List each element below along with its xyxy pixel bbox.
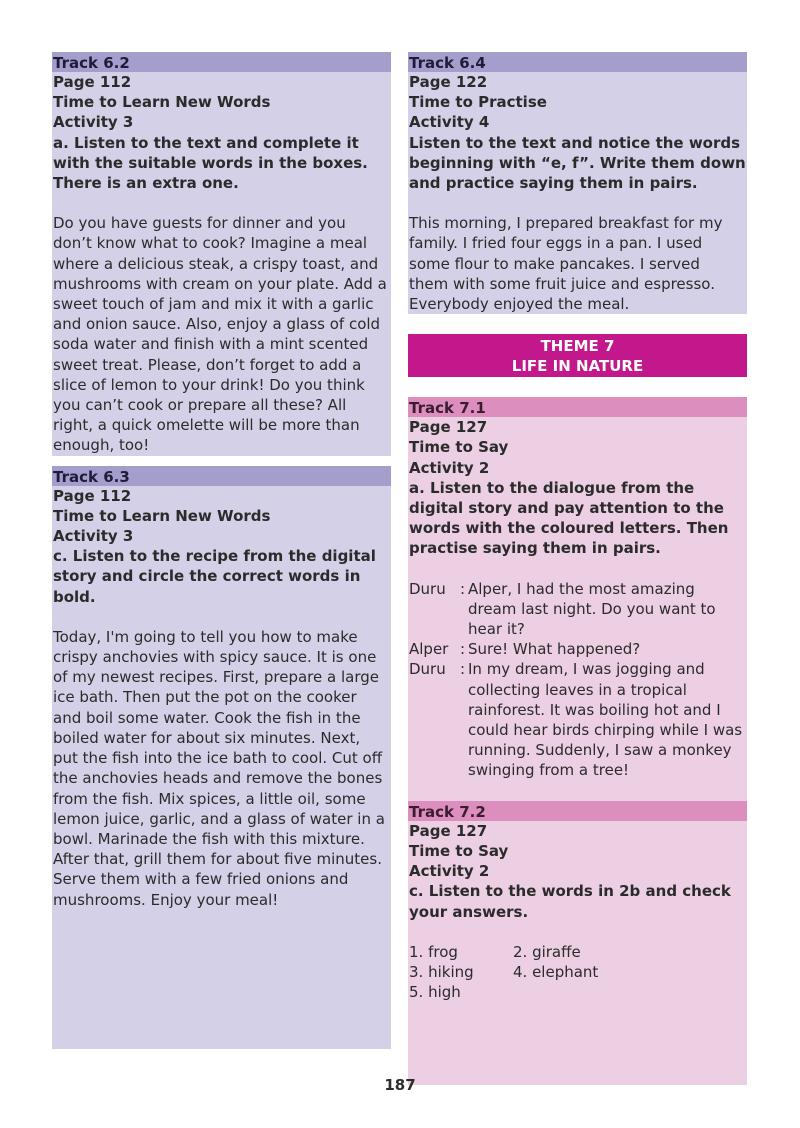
page-ref: Page 122 [409,73,488,91]
track-label: Track 6.2 [52,52,391,72]
word-list [408,942,747,1003]
activity-label: Activity 4 [409,113,490,132]
dialogue-line [409,659,743,780]
instruction: a. Listen to the dialogue from the digital story and pay attention to the words with the coloured letters. Then practise saying them in pairs. [409,478,729,558]
track-label: Track 7.2 [408,801,747,821]
speaker-name: Duru [409,579,446,598]
track-7-2-panel [408,801,747,1085]
listening-text: Do you have guests for dinner and you don’t know what to cook? Imagine a meal where a delicious steak, a crispy toast, and mushrooms with cream on your plate. Add a sweet touch of jam and mix it with a garlic and onion sauce. Also, enjoy a glass of cold soda water and finish with a mint scented sweet treat. Please, don’t forget to add a slice of lemon to your drink! Do you think you can’t cook or prepare all these? All right, a quick omelette will be more than enough, too! [53,214,387,455]
instruction: a. Listen to the text and complete it with the suitable words in the boxes. There is an extra one. [53,133,368,193]
left-column [52,52,391,1049]
listening-text: Today, I'm going to tell you how to make crispy anchovies with spicy sauce. It is one of my newest recipes. First, prepare a large ice bath. Then put the pot on the cooker and boil some water. Cook the fish in the boiled water for about six minutes. Next, put the fish into the ice bath to cool. Cut off the anchovies heads and remove the bones from the fish. Mix spices, a little oil, some lemon juice, garlic, and a glass of water in a bowl. Marinade the fish with this mixture. After that, grill them for about five minutes. Serve them with a few fried onions and mushrooms. Enjoy your meal! [53,627,385,909]
word-item: 1. frog [409,942,458,961]
activity-label: Activity 3 [53,527,134,546]
page-ref: Page 127 [409,418,488,437]
theme-title: LIFE IN NATURE [511,357,644,376]
track-6-2-panel [52,52,391,456]
theme-banner [408,334,747,377]
word-item: 5. high [409,983,461,1002]
dialogue-line [409,639,743,659]
instruction: c. Listen to the recipe from the digital story and circle the correct words in bold. [53,547,376,606]
instruction: c. Listen to the words in 2b and check your answers. [409,882,731,921]
page-ref: Page 127 [409,821,488,840]
track-label: Track 6.4 [408,52,747,72]
section-title: Time to Learn New Words [53,93,271,112]
word-item: 4. elephant [513,962,599,981]
activity-label: Activity 3 [53,113,134,132]
speaker-name: Alper [409,640,449,659]
section-title: Time to Say [409,438,509,457]
page-ref: Page 112 [53,486,132,505]
speaker-colon: : [460,640,466,659]
track-label: Track 7.1 [408,397,747,417]
word-item: 2. giraffe [513,942,581,961]
track-6-4-panel [408,52,747,314]
dialogue-text: Sure! What happened? [468,640,641,659]
activity-label: Activity 2 [409,862,490,881]
speaker-name: Duru [409,660,446,679]
dialogue-text: In my dream, I was jogging and collecting leaves in a tropical rainforest. It was boiling hot and I could hear birds chirping while I was running. Suddenly, I saw a monkey swinging from a tree! [468,660,743,780]
theme-number: THEME 7 [540,337,615,356]
right-column [408,52,747,1085]
track-label: Track 6.3 [52,466,391,486]
listening-text: This morning, I prepared breakfast for my family. I fried four eggs in a pan. I used some flour to make pancakes. I served them with some fruit juice and espresso. Everybody enjoyed the meal. [409,214,723,314]
activity-label: Activity 2 [409,458,490,477]
page-number: 187 [384,1076,416,1094]
page-ref: Page 112 [53,73,132,91]
track-6-3-panel [52,466,391,1049]
dialogue-text: Alper, I had the most amazing dream last night. Do you want to hear it? [468,579,716,639]
dialogue [408,579,747,781]
instruction: Listen to the text and notice the words beginning with “e, f”. Write them down and practice saying them in pairs. [409,133,746,193]
speaker-colon: : [460,579,466,598]
section-title: Time to Say [409,841,509,860]
word-item: 3. hiking [409,962,474,981]
dialogue-line [409,579,743,640]
track-7-1-panel [408,397,747,800]
speaker-colon: : [460,660,466,679]
section-title: Time to Practise [409,93,547,112]
section-title: Time to Learn New Words [53,506,271,525]
